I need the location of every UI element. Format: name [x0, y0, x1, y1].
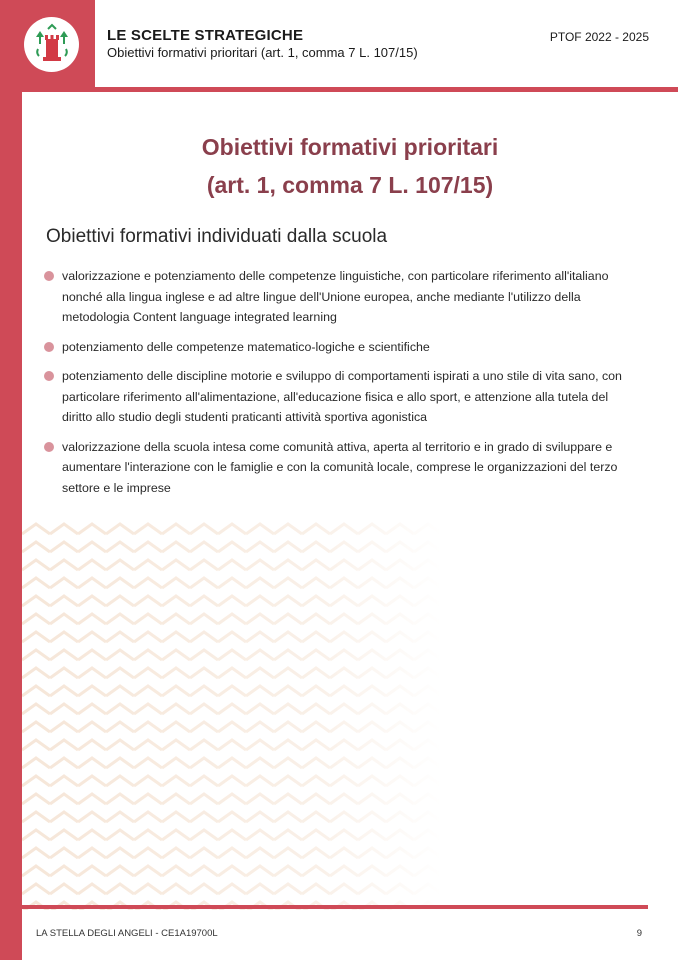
- header-title: LE SCELTE STRATEGICHE: [107, 27, 304, 44]
- footer-school-code: LA STELLA DEGLI ANGELI - CE1A19700L: [36, 928, 218, 939]
- section-heading: Obiettivi formativi individuati dalla scuola: [46, 226, 388, 247]
- list-item-text: valorizzazione e potenziamento delle competenze linguistiche, con particolare riferimento all'italiano nonché alla lingua inglese e ad altre lingue dell'Unione europea, anche mediante l'utilizzo della metodologia Content language integrated learning: [62, 269, 609, 324]
- header-subtitle: Obiettivi formativi prioritari (art. 1, comma 7 L. 107/15): [107, 45, 418, 60]
- document-label: PTOF 2022 - 2025: [549, 30, 649, 44]
- list-item: [44, 266, 634, 328]
- bullet-dot-icon: [44, 342, 54, 352]
- left-accent-bar: [0, 0, 22, 960]
- page-title-line-2: (art. 1, comma 7 L. 107/15): [206, 172, 494, 198]
- page-number: 9: [636, 928, 642, 939]
- list-item: [44, 337, 634, 358]
- page-title: [22, 128, 678, 204]
- school-logo: [24, 17, 79, 72]
- list-item: [44, 366, 634, 428]
- header-divider: [95, 87, 678, 92]
- bullet-dot-icon: [44, 371, 54, 381]
- page-title-line-1: Obiettivi formativi prioritari: [201, 134, 499, 160]
- list-item-text: potenziamento delle discipline motorie e sviluppo di comportamenti ispirati a uno stile di vita sano, con particolare riferimento all'alimentazione, all'educazione fisica e allo sport, e attenzione alla tutela del diritto allo studio degli studenti praticanti attività sportiva agonistica: [62, 369, 622, 424]
- decorative-chevron-pattern: [22, 520, 442, 910]
- list-item-text: potenziamento delle competenze matematico-logiche e scientifiche: [62, 339, 430, 354]
- list-item-text: valorizzazione della scuola intesa come comunità attiva, aperta al territorio e in grado di sviluppare e aumentare l'interazione con le famiglie e con la comunità locale, comprese le organizzazioni del terzo settore e le imprese: [62, 439, 618, 495]
- footer-divider: [22, 905, 648, 909]
- school-tower-logo-icon: [30, 23, 74, 67]
- objectives-list: [44, 266, 634, 507]
- bullet-dot-icon: [44, 271, 54, 281]
- bullet-dot-icon: [44, 442, 54, 452]
- list-item: [44, 437, 634, 499]
